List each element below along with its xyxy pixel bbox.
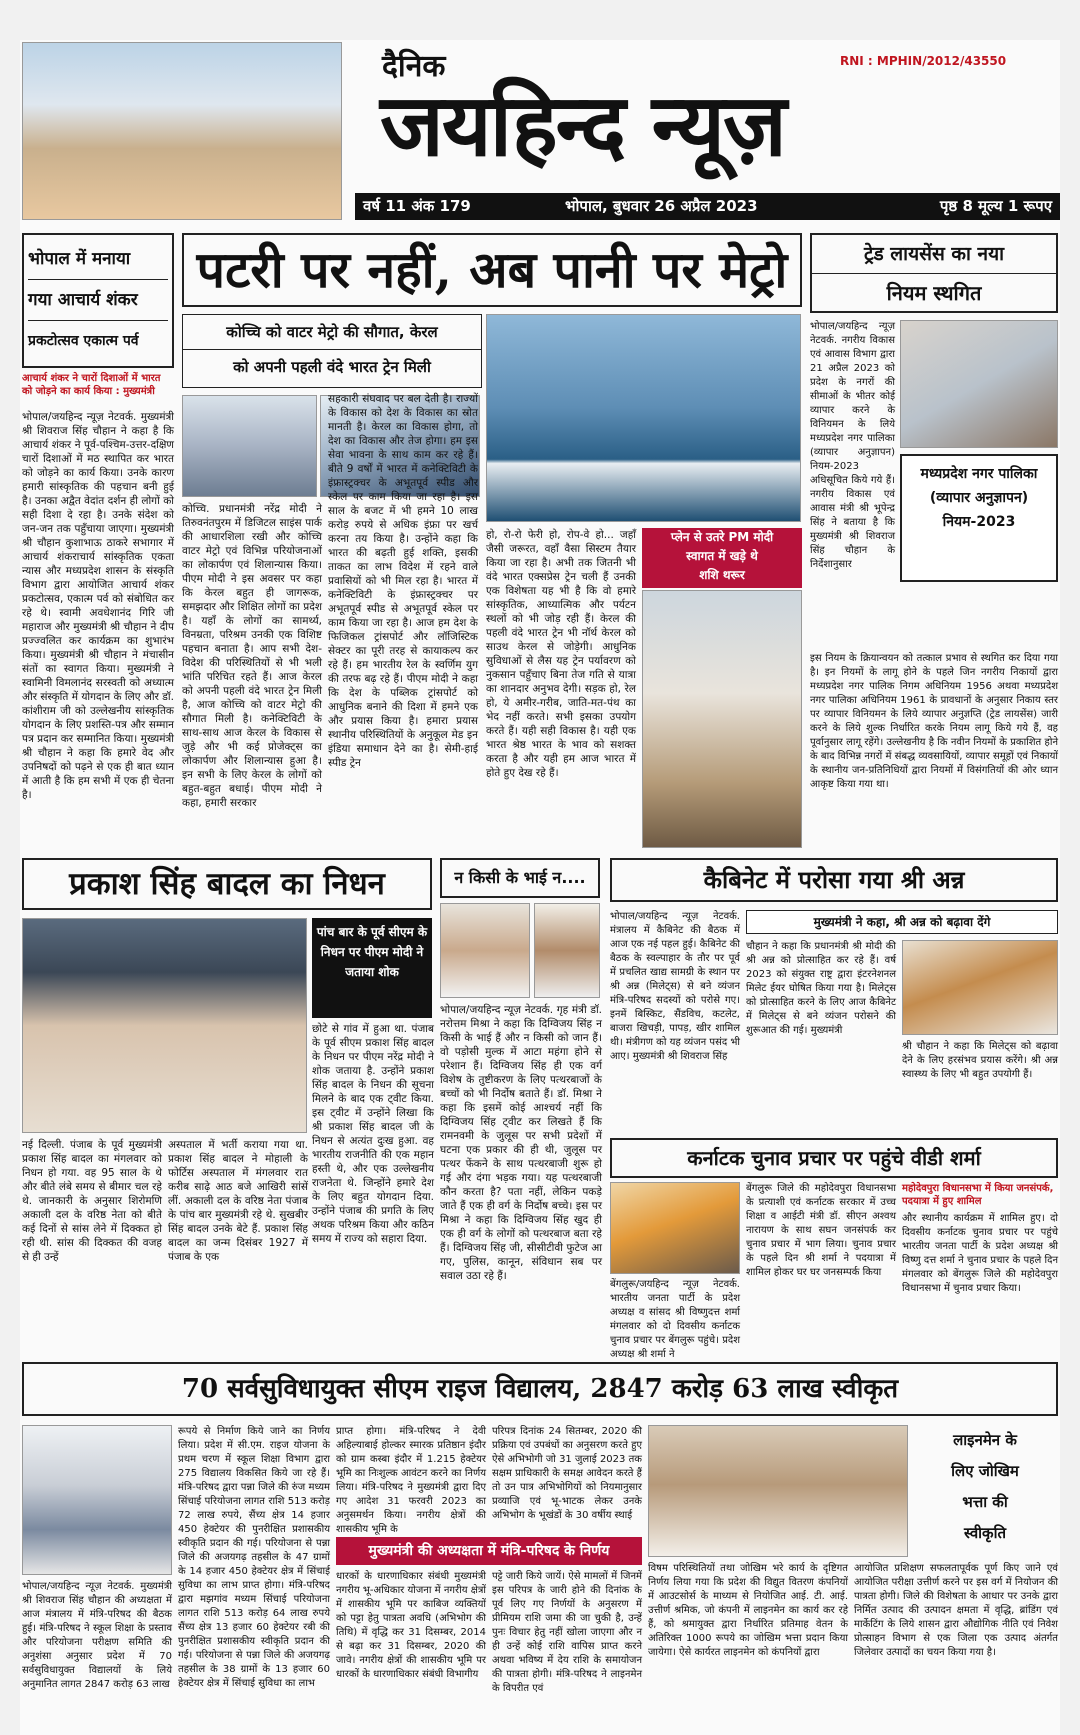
lineman-col-2: आयोजित प्रशिक्षण सफलतापूर्वक पूर्ण किए जाने एवं आयोजित परीक्षा उत्तीर्ण करने पर इस वर्ग में नियोजन की पात्रता होगी। जिले की विशेषता के आधार पर उनके द्वारा निर्मित उत्पाद की उत्पादन क्षमता में वृद्धि, ब्रांडिंग एवं मार्केटिंग के लिये शासन द्वारा औद्योगिक नीति एवं निवेश प्रोत्साहन विभाग से एक जिला एक उत्पाद अंतर्गत जिलेवार उत्पादों का चयन किया गया है। [854, 1563, 1058, 1658]
pm-caption-line-2: स्वागत में खड़े थे [686, 549, 758, 563]
trade-headline-1: ट्रेड लायसेंस का नया [812, 235, 1056, 274]
lineman-line-1: लाइनमेन के [953, 1431, 1017, 1449]
top-left-photo [22, 42, 342, 220]
badal-box-text: पांच बार के पूर्व सीएम के निधन पर पीएम मोदी ने जताया शोक [316, 925, 428, 979]
lineman-col-1: विषम परिस्थितियों तथा जोखिम भरे कार्य के दृष्टिगत निर्णय लिया गया कि प्रदेश की विद्युत वितरण कंपनियों में आउटसोर्स के माध्यम से नियोजित आई. टी. आई. उत्तीर्ण श्रमिक, जो कंपनी में लाइनमेन का कार्य कर रहे हैं, को श्रमायुक्त द्वारा निर्धारित प्रतिमाह वेतन के अतिरिक्त 1000 रूपये का जोखिम भत्ता प्रदान किया जायेगा। ऐसे कार्यरत लाइनमेन को कंपनियों द्वारा [648, 1563, 848, 1658]
pm-caption-line-1: प्लेन से उतरे PM मोदी [670, 530, 774, 544]
metro-col-3: हो, रो-रो फेरी हो, रोप-वे हो... जहाँ जैसी जरूरत, वहाँ वैसा सिस्टम तैयार किया जा रहा है। अभी तक जितनी भी वंदे भारत एक्सप्रेस ट्रेन चली हैं उनकी एक विशेषता यह भी है कि वो हमारे सांस्कृतिक, आध्यात्मिक और पर्यटन स्थलों को भी जोड़ रही हैं। केरल की पहली वंदे भारत ट्रेन भी नॉर्थ केरल को साउथ केरल से जोड़ेगी। आधुनिक सुविधाओं से लैस यह ट्रेन पर्यावरण को नुकसान पहुँचाए बिना तेज गति से यात्रा का शानदार अनुभव देगी। सड़क हो, रेल हो, ये अमीर-गरीब, जाति-मत-पंथ का भेद नहीं करते। सभी इसका उपयोग करते हैं। यही सही विकास है। यही एक भारत श्रेष्ठ भारत के भाव को सशक्त करता है और यही हम आज भारत में होते हुए देख रहे हैं। [486, 529, 636, 779]
masthead-small-title: दैनिक [382, 49, 446, 84]
lineman-line-3: भत्ता की [962, 1493, 1008, 1511]
cabinet-meeting-photo [648, 1425, 908, 1557]
masthead-title: जयहिन्द न्यूज़ [380, 76, 785, 176]
bhai-headline: न किसी के भाई न.... [440, 858, 600, 898]
badal-col-1: नई दिल्ली. पंजाब के पूर्व मुख्यमंत्री प्रकाश सिंह बादल का मंगलवार को निधन हो गया. वह 95 साल के थे और बीते लंबे समय से बीमार चल रहे थे. जानकारी के अनुसार शिरोमणि अकाली दल के वरिष्ठ नेता को बीते कई दिनों से सांस लेने में दिक्कत हो रही थी. सांस की दिक्कत की वजह से ही उन्हें [22, 1139, 162, 1263]
left-story-subhead: आचार्य शंकर ने चारों दिशाओं में भारत को जोड़ने का कार्य किया : मुख्यमंत्री [22, 373, 161, 397]
water-metro-photo [486, 314, 801, 522]
bhai-body: भोपाल/जयहिन्द न्यूज़ नेटवर्क. गृह मंत्री डॉ. नरोत्तम मिश्रा ने कहा कि दिग्विजय सिंह न किसी के भाई हैं और न किसी को जान हैं। वो पड़ोसी मुल्क में आटा महंगा होने से परेशान हैं। दिग्विजय सिंह ही एक वर्ग विशेष के तुष्टीकरण के लिए पत्थरबाजों के बच्चों को भी निर्दोष बताते हैं। डॉ. मिश्रा ने कहा कि इसमें कोई आश्चर्य नहीं कि दिग्विजय सिंह ट्वीट कर लिखते हैं कि रामनवमी के जुलूस पर सभी प्रदेशों में घटना एक प्रकार की ही थी, जुलूस पर पत्थर फेंकने के साथ पत्थरबाजी शुरू हो गई और दंगा भड़क गया। यह पत्थरबाजी कौन करता है? पता नहीं, लेकिन पकड़े जाते हैं एक ही वर्ग के निर्दोष बच्चे। इस पर मिश्रा ने कहा कि दिग्विजय सिंह खुद ही एक ही वर्ग के लोगों को पत्थरबाज बता रहे हैं। दिग्विजय सिंह जी, सीसीटीवी फुटेज आ गए, पुलिस, कानून, संविधान सब पर सवाल उठा रहे हैं। [440, 1004, 602, 1282]
metro-subhead-2: को अपनी पहली वंदे भारत ट्रेन मिली [233, 358, 431, 376]
school-col-4: परिपत्र दिनांक 24 सितम्बर, 2020 की प्रक्रिया एवं उपबंधों का अनुसरण करते हुए ऐसे अभिभोगी जो 31 जुलाई 2023 तक सक्षम प्राधिकारी के समक्ष आवेदन करते हैं तो उन पात्र अभिभोगियों को नियमानुसार प्रव्याजि एवं भू-भाटक लेकर उनके अभिभोग के भूखंडों के 30 वर्षीय स्थाई [492, 1426, 642, 1521]
trade-headline [810, 233, 1058, 313]
school-col-2: रूपये से निर्माण किये जाने का निर्णय लिया। प्रदेश में सी.एम. राइज योजना के प्रथम चरण में स्कूल शिक्षा विभाग द्वारा 275 विद्यालय विकसित किये जा रहे हैं। मंत्रि-परिषद द्वारा पन्ना जिले की रुंज मध्यम सिंचाई परियोजना लागत राशि 513 करोड़ 72 लाख रुपये, सैंच्य क्षेत्र 14 हजार 450 हेक्टेयर की पुनरीक्षित प्रशासकीय स्वीकृति प्रदान की गई। परियोजना से पन्ना जिले की अजयगढ़ तहसील के 47 ग्रामों के 14 हजार 450 हेक्टेयर क्षेत्र में सिंचाई सुविधा का लाभ प्राप्त होगा। मंत्रि-परिषद द्वारा मझगांव मध्यम सिंचाई परियोजना लागत राशि 513 करोड़ 64 लाख रुपये सैंच्य क्षेत्र 13 हजार 60 हेक्टेयर रबी की पुनरीक्षित प्रशासकीय स्वीकृति प्रदान की गई। परियोजना से पन्ना जिले की अजयगढ़ तहसील के 38 ग्रामों के 13 हजार 60 हेक्टेयर क्षेत्र में सिंचाई सुविधा का लाभ [178, 1426, 330, 1689]
vande-bharat-photo [182, 395, 317, 497]
school-col-4b: पट्टे जारी किये जायें। ऐसे मामलों में जिनमें इस परिपत्र के जारी होने की दिनांक के पूर्व लिए गए निर्णयों के अनुसरण में प्रीमियम राशि जमा की जा चुकी है, उन्हें पुनः विचार हेतु नहीं खोला जाएगा और न ही उन्हें कोई राशि वापिस प्राप्त करने अथवा भविष्य में देय राशि के समायोजन की पात्रता होगी। मंत्रि-परिषद ने लाइनमेन के विपरीत एवं [492, 1571, 642, 1694]
issue-number: वर्ष 11 अंक 179 [363, 197, 471, 215]
trade-photo [900, 320, 1058, 448]
anna-subhead: मुख्यमंत्री ने कहा, श्री अन्न को बढ़ावा देंगे [746, 910, 1058, 934]
karnataka-col-3-head: महोदेवपुरा विधानसभा में किया जनसंपर्क, पदयात्रा में हुए शामिल [902, 1183, 1054, 1207]
lineman-line-2: लिए जोखिम [951, 1462, 1019, 1480]
metro-subhead-1: कोच्चि को वाटर मेट्रो की सौगात, केरल [183, 315, 481, 350]
cabinet-decisions-bar: मुख्यमंत्री की अध्यक्षता में मंत्रि-परिषद के निर्णय [336, 1537, 642, 1565]
badal-headline: प्रकाश सिंह बादल का निधन [22, 858, 432, 910]
trade-rule-title: मध्यप्रदेश नगर पालिका (व्यापार अनुज्ञापन) नियम-2023 [920, 466, 1038, 530]
anna-headline: कैबिनेट में परोसा गया श्री अन्न [610, 858, 1058, 902]
metro-headline: पटरी पर नहीं, अब पानी पर मेट्रो [182, 233, 802, 307]
karnataka-col-3: और स्थानीय कार्यक्रम में शामिल हुए। दो दिवसीय कर्नाटक चुनाव प्रचार पर पहुंचे भारतीय जनता पार्टी के प्रदेश अध्यक्ष श्री विष्णु दत्त शर्मा ने चुनाव प्रचार के पहले दिन मंगलवार को बेंगलुरू जिले की महोदेवपुरा विधानसभा में चुनाव प्रचार किया। [902, 1213, 1058, 1294]
karnataka-headline: कर्नाटक चुनाव प्रचार पर पहुंचे वीडी शर्मा [610, 1138, 1058, 1178]
pm-modi-tharoor-photo [642, 590, 802, 848]
pm-photo-caption [642, 528, 802, 588]
anna-col-1: भोपाल/जयहिन्द न्यूज़ नेटवर्क. मंत्रालय में कैबिनेट की बैठक में आज एक नई पहल हुई। कैबिनेट की बैठक के स्वल्पाहार के तौर पर पूर्व में प्रचलित खाद्य सामग्री के स्थान पर श्री अन्न (मिलेट्स) से बने व्यंजन मंत्रि-परिषद सदस्यों को परोसे गए। इनमें बिस्किट, सैंडविच, कटलेट, बाजरा खिचड़ी, पापड़, खीर शामिल थी। मंत्रीगण को यह व्यंजन पसंद भी आए। मुख्यमंत्री श्री शिवराज सिंह [610, 911, 740, 1062]
masthead-rni: RNI : MPHIN/2012/43550 [840, 54, 1007, 68]
lineman-line-4: स्वीकृति [963, 1524, 1006, 1542]
badal-col-3: छोटे से गांव में हुआ था. पंजाब के पूर्व सीएम प्रकाश सिंह बादल के निधन पर पीएम नरेंद्र मोदी ने शोक जताया है. उन्होंने प्रकाश सिंह बादल के निधन की सूचना मिलने के बाद एक ट्वीट किया. इस ट्वीट में उन्होंने लिखा कि श्री प्रकाश सिंह बादल जी के निधन से अत्यंत दुःख हुआ. वह भारतीय राजनीति की एक महान हस्ती थे, और एक उल्लेखनीय राजनेता थे. जिन्होंने हमारे देश के लिए बहुत योगदान दिया. उन्होंने पंजाब की प्रगति के लिए अथक परिश्रम किया और कठिन समय में राज्य को सहारा दिया. [312, 1023, 434, 1245]
school-col-3: प्राप्त होगा। मंत्रि-परिषद ने देवी अहिल्याबाई होल्कर स्मारक प्रतिष्ठान इंदौर को ग्राम कस्बा इंदौर में 1.215 हेक्टेयर भूमि का निःशुल्क आवंटन करने का निर्णय लिया। मंत्रि-परिषद ने मुख्यमंत्री द्वारा दिए गए आदेश 31 फरवरी 2023 का अनुसमर्थन किया। नगरीय क्षेत्रों की शासकीय भूमि के [336, 1426, 486, 1535]
trade-body-bottom: इस नियम के क्रियान्वयन को तत्काल प्रभाव से स्थगित कर दिया गया है। इन नियमों के लागू होने के पहले जिन नगरीय निकायों द्वारा मध्यप्रदेश नगर पालिक निगम अधिनियम 1956 अथवा मध्यप्रदेश नगर पालिका अधिनियम 1961 के प्रावधानों के अनुसार निकाय स्तर पर व्यापार विनियमन के लिये व्यापार अनुज्ञप्ति (ट्रेड लायसेंस) जारी करने के लिये शुल्क निर्धारित करके नियम लागू किये गये हैं, वह पूर्वानुसार लागू रहेंगे। उल्लेखनीय है कि नवीन नियमों के प्रकाशित होने के बाद विभिन्न नगरों में संबद्ध व्यवसायियों, व्यापार समूहों एवं निकायों के स्थानीय जन-प्रतिनिधियों द्वारा नियमों में विसंगतियों की ओर ध्यान आकृष्ट किया गया था। [810, 653, 1058, 790]
cabinet-millet-photo [902, 940, 1058, 1035]
narottam-photo [534, 903, 600, 998]
school-col-1: भोपाल/जयहिन्द न्यूज़ नेटवर्क. मुख्यमंत्री श्री शिवराज सिंह चौहान की अध्यक्षता में आज मंत्रालय में मंत्रि-परिषद की बैठक हुई। मंत्रि-परिषद ने स्कूल शिक्षा के प्रस्ताव और परियोजना परीक्षण समिति की अनुशंसा अनुसार प्रदेश में 70 सर्वसुविधायुक्त विद्यालयों के लिये अनुमानित लागत 2847 करोड़ 63 लाख [22, 1581, 172, 1690]
karnataka-col-2: बेंगलुरू जिले की महोदेवपुरा विधानसभा के प्रत्याशी एवं कर्नाटक सरकार में उच्च शिक्षा व आईटी मंत्री डॉ. सीएन अश्वथ नारायण के साथ सघन जनसंपर्क कर चुनाव प्रचार में भाग लिया। चुनाव प्रचार के पहले दिन श्री शर्मा ने पदयात्रा में शामिल होकर घर घर जनसम्पर्क किया [746, 1183, 896, 1278]
anna-col-2: चौहान ने कहा कि प्रधानमंत्री श्री मोदी की श्री अन्न को प्रोत्साहित कर रहे हैं। वर्ष 2023 को संयुक्त राष्ट्र द्वारा इंटरनेशनल मिलेट ईयर घोषित किया गया है। मिलेट्स को प्रोत्साहित करने के लिए आज कैबिनेट में मिलेट्स से बने व्यंजन परोसने की शुरूआत की गई। मुख्यमंत्री [746, 941, 896, 1036]
anna-col-3: श्री चौहान ने कहा कि मिलेट्स को बढ़ावा देने के लिए हरसंभव प्रयास करेंगे। श्री अन्न स्वास्थ्य के लिए भी बहुत उपयोगी हैं। [902, 1041, 1058, 1080]
school-headline: 70 सर्वसुविधायुक्त सीएम राइज विद्यालय, 2847 करोड़ 63 लाख स्वीकृत [22, 1362, 1058, 1416]
school-col-3b: धारकों के धारणाधिकार संबंधी मुख्यमंत्री नगरीय भू-अधिकार योजना में नगरीय क्षेत्रों में शासकीय भूमि पर काबिज व्यक्तियों को पट्टा हेतु पात्रता अवधि (अभिभोग की तिथि) में वृद्धि कर 31 दिसम्बर, 2014 से बढ़ा कर 31 दिसम्बर, 2020 की जावे। नगरीय क्षेत्रों की शासकीय भूमि पर धारकों के धारणाधिकार संबंधी विभागीय [336, 1571, 486, 1680]
digvijay-photo [440, 903, 530, 998]
metro-col-1: कोच्चि. प्रधानमंत्री नरेंद्र मोदी ने तिरुवनंतपुरम में डिजिटल साइंस पार्क की आधारशिला रखी और कोच्चि वाटर मेट्रो एवं विभिन्न परियोजनाओं का लोकार्पण एवं शिलान्यास किया। पीएम मोदी ने इस अवसर पर कहा कि केरल बहुत ही जागरूक, समझदार और शिक्षित लोगों का प्रदेश है। यहाँ के लोगों का सामर्थ्य, विनम्रता, परिश्रम उनकी एक विशिष्ट पहचान बनाता है। आप सभी देश-विदेश की परिस्थितियों से भी भली भांति परिचित रहते हैं। आज केरल को अपनी पहली वंदे भारत ट्रेन मिली है, आज कोच्चि को वाटर मेट्रो की सौगात मिली है। कनेक्टिविटी के साथ-साथ आज केरल के विकास से जुड़े और भी कई प्रोजेक्ट्स का लोकार्पण और शिलान्यास हुआ है। इन सभी के लिए केरल के लोगों को बहुत-बहुत बधाई। पीएम मोदी ने कहा, हमारी सरकार [182, 503, 322, 809]
left-headline-line-1: भोपाल में मनाया [28, 239, 168, 280]
trade-headline-2: नियम स्थगित [886, 281, 982, 305]
pages-price: पृष्ठ 8 मूल्य 1 रूपए [939, 197, 1052, 215]
left-story-headline [22, 233, 174, 368]
school-photo [22, 1425, 172, 1575]
badal-col-2: अस्पताल में भर्ती कराया गया था. प्रकाश सिंह बादल ने मोहाली के फोर्टिस अस्पताल में मंगलवार रात करीब साढ़े आठ बजे आखिरी सांसें लीं. अकाली दल के वरिष्ठ नेता पंजाब के पांच बार मुख्यमंत्री रहे थे. सुखबीर सिंह बादल उनके बेटे हैं. प्रकाश सिंह बादल का जन्म दिसंबर 1927 में पंजाब के एक [168, 1139, 308, 1263]
metro-col-2: सहकारी संघवाद पर बल देती है। राज्यों के विकास को देश के विकास का स्रोत मानती है। केरल का विकास होगा, तो देश का विकास और तेज होगा। हम इस सेवा भावना के साथ काम कर रहे हैं। बीते 9 वर्षों में भारत में कनेक्टिविटी के इंफ्रास्ट्रक्चर के अभूतपूर्व स्पीड और स्केल पर काम किया जा रहा है। इस साल के बजट में भी हमने 10 लाख करोड़ रुपये से अधिक इंफ्रा पर खर्च करना तय किया है। उन्होंने कहा कि भारत की बढ़ती हुई शक्ति, इसकी ताकत का लाभ विदेश में रहने वाले प्रवासियों को भी मिल रहा है। भारत में कनेक्टिविटी के इंफ्रास्ट्रक्चर पर अभूतपूर्व स्पीड से अभूतपूर्व स्केल पर काम किया जा रहा है। आज हम देश के फिजिकल ट्रांसपोर्ट और लॉजिस्टिक सेक्टर का पूरी तरह से कायाकल्प कर रहे हैं। हम भारतीय रेल के स्वर्णिम युग की तरफ बढ़ रहे हैं। पीएम मोदी ने कहा कि देश के पब्लिक ट्रांसपोर्ट को आधुनिक बनाने की दिशा में हमने एक और प्रयास किया है। हमारा प्रयास स्थानीय परिस्थितियों के अनुकूल मेड इन इंडिया समाधान देने का है। सेमी-हाई स्पीड ट्रेन [328, 393, 478, 769]
left-headline-line-2: गया आचार्य शंकर [28, 280, 168, 321]
masthead-info-bar [355, 193, 1060, 220]
trade-rule-box [900, 454, 1058, 582]
pm-caption-line-3: शशि थरूर [699, 568, 745, 582]
badal-box [312, 918, 432, 1018]
trade-body-top: भोपाल/जयहिन्द न्यूज़ नेटवर्क. नगरीय विकास एवं आवास विभाग द्वारा 21 अप्रैल 2023 को प्रदेश के नगरों की सीमाओं के भीतर कोई व्यापार करने के विनियमन के लिये मध्यप्रदेश नगर पालिका (व्यापार अनुज्ञापन) नियम-2023 अधिसूचित किये गये हैं। नगरीय विकास एवं आवास मंत्री श्री भूपेन्द्र सिंह ने बताया है कि मुख्यमंत्री श्री शिवराज सिंह चौहान के निर्देशानुसार [810, 321, 895, 570]
lineman-box [912, 1425, 1058, 1557]
place-date: भोपाल, बुधवार 26 अप्रैल 2023 [565, 197, 758, 215]
left-headline-line-3: प्रकटोत्सव एकात्म पर्व [28, 333, 139, 349]
left-story-body: भोपाल/जयहिन्द न्यूज़ नेटवर्क. मुख्यमंत्री श्री शिवराज सिंह चौहान ने कहा है कि आचार्य शंकर ने पूर्व-पश्चिम-उत्तर-दक्षिण चारों दिशाओं में मठ स्थापित कर भारत को जोड़ने का कार्य किया। उनके कारण हमारी सांस्कृतिक की पहचान बनी हुई है। उनका अद्वैत वेदांत दर्शन ही लोगों को सही दिशा दे रहा है। उनके संदेश को जन-जन तक पहुँचाया जाएगा। मुख्यमंत्री श्री चौहान कुशाभाऊ ठाकरे सभागार में आचार्य शंकराचार्य सांस्कृतिक एकता न्यास और मध्यप्रदेश शासन के संस्कृति विभाग द्वारा आयोजित आचार्य शंकर प्रकटोत्सव, एकात्म पर्व को संबोधित कर रहे थे। स्वामी अवधेशानंद गिरि जी महाराज और मुख्यमंत्री श्री चौहान ने दीप प्रज्ज्वलित कर कार्यक्रम का शुभारंभ किया। मुख्यमंत्री श्री चौहान ने मंचासीन संतों का स्वागत किया। मुख्यमंत्री ने स्वामिनी विमलानंद सरस्वती को अध्यात्म और संस्कृति में योगदान के लिए और डॉ. कांशीराम जी को उल्लेखनीय सांस्कृतिक योगदान के लिए प्रशस्ति-पत्र और सम्मान पत्र प्रदान कर सम्मानित किया। मुख्यमंत्री श्री चौहान ने कहा कि हमारे वेद और उपनिषदों को पढ़ने से एक ही बात ध्यान में आती है कि हम सभी में एक ही चेतना है। [22, 411, 174, 801]
vd-sharma-photo [610, 1182, 740, 1274]
newspaper-page [20, 40, 1060, 1735]
metro-subhead-box [182, 314, 482, 388]
badal-photo [22, 918, 307, 1133]
karnataka-col-1: बेंगलुरू/जयहिन्द न्यूज़ नेटवर्क. भारतीय जनता पार्टी के प्रदेश अध्यक्ष व सांसद श्री विष्णुदत्त शर्मा मंगलवार को दो दिवसीय कर्नाटक चुनाव प्रचार पर बेंगलुरू पहुंचे। प्रदेश अध्यक्ष श्री शर्मा ने [610, 1279, 740, 1360]
